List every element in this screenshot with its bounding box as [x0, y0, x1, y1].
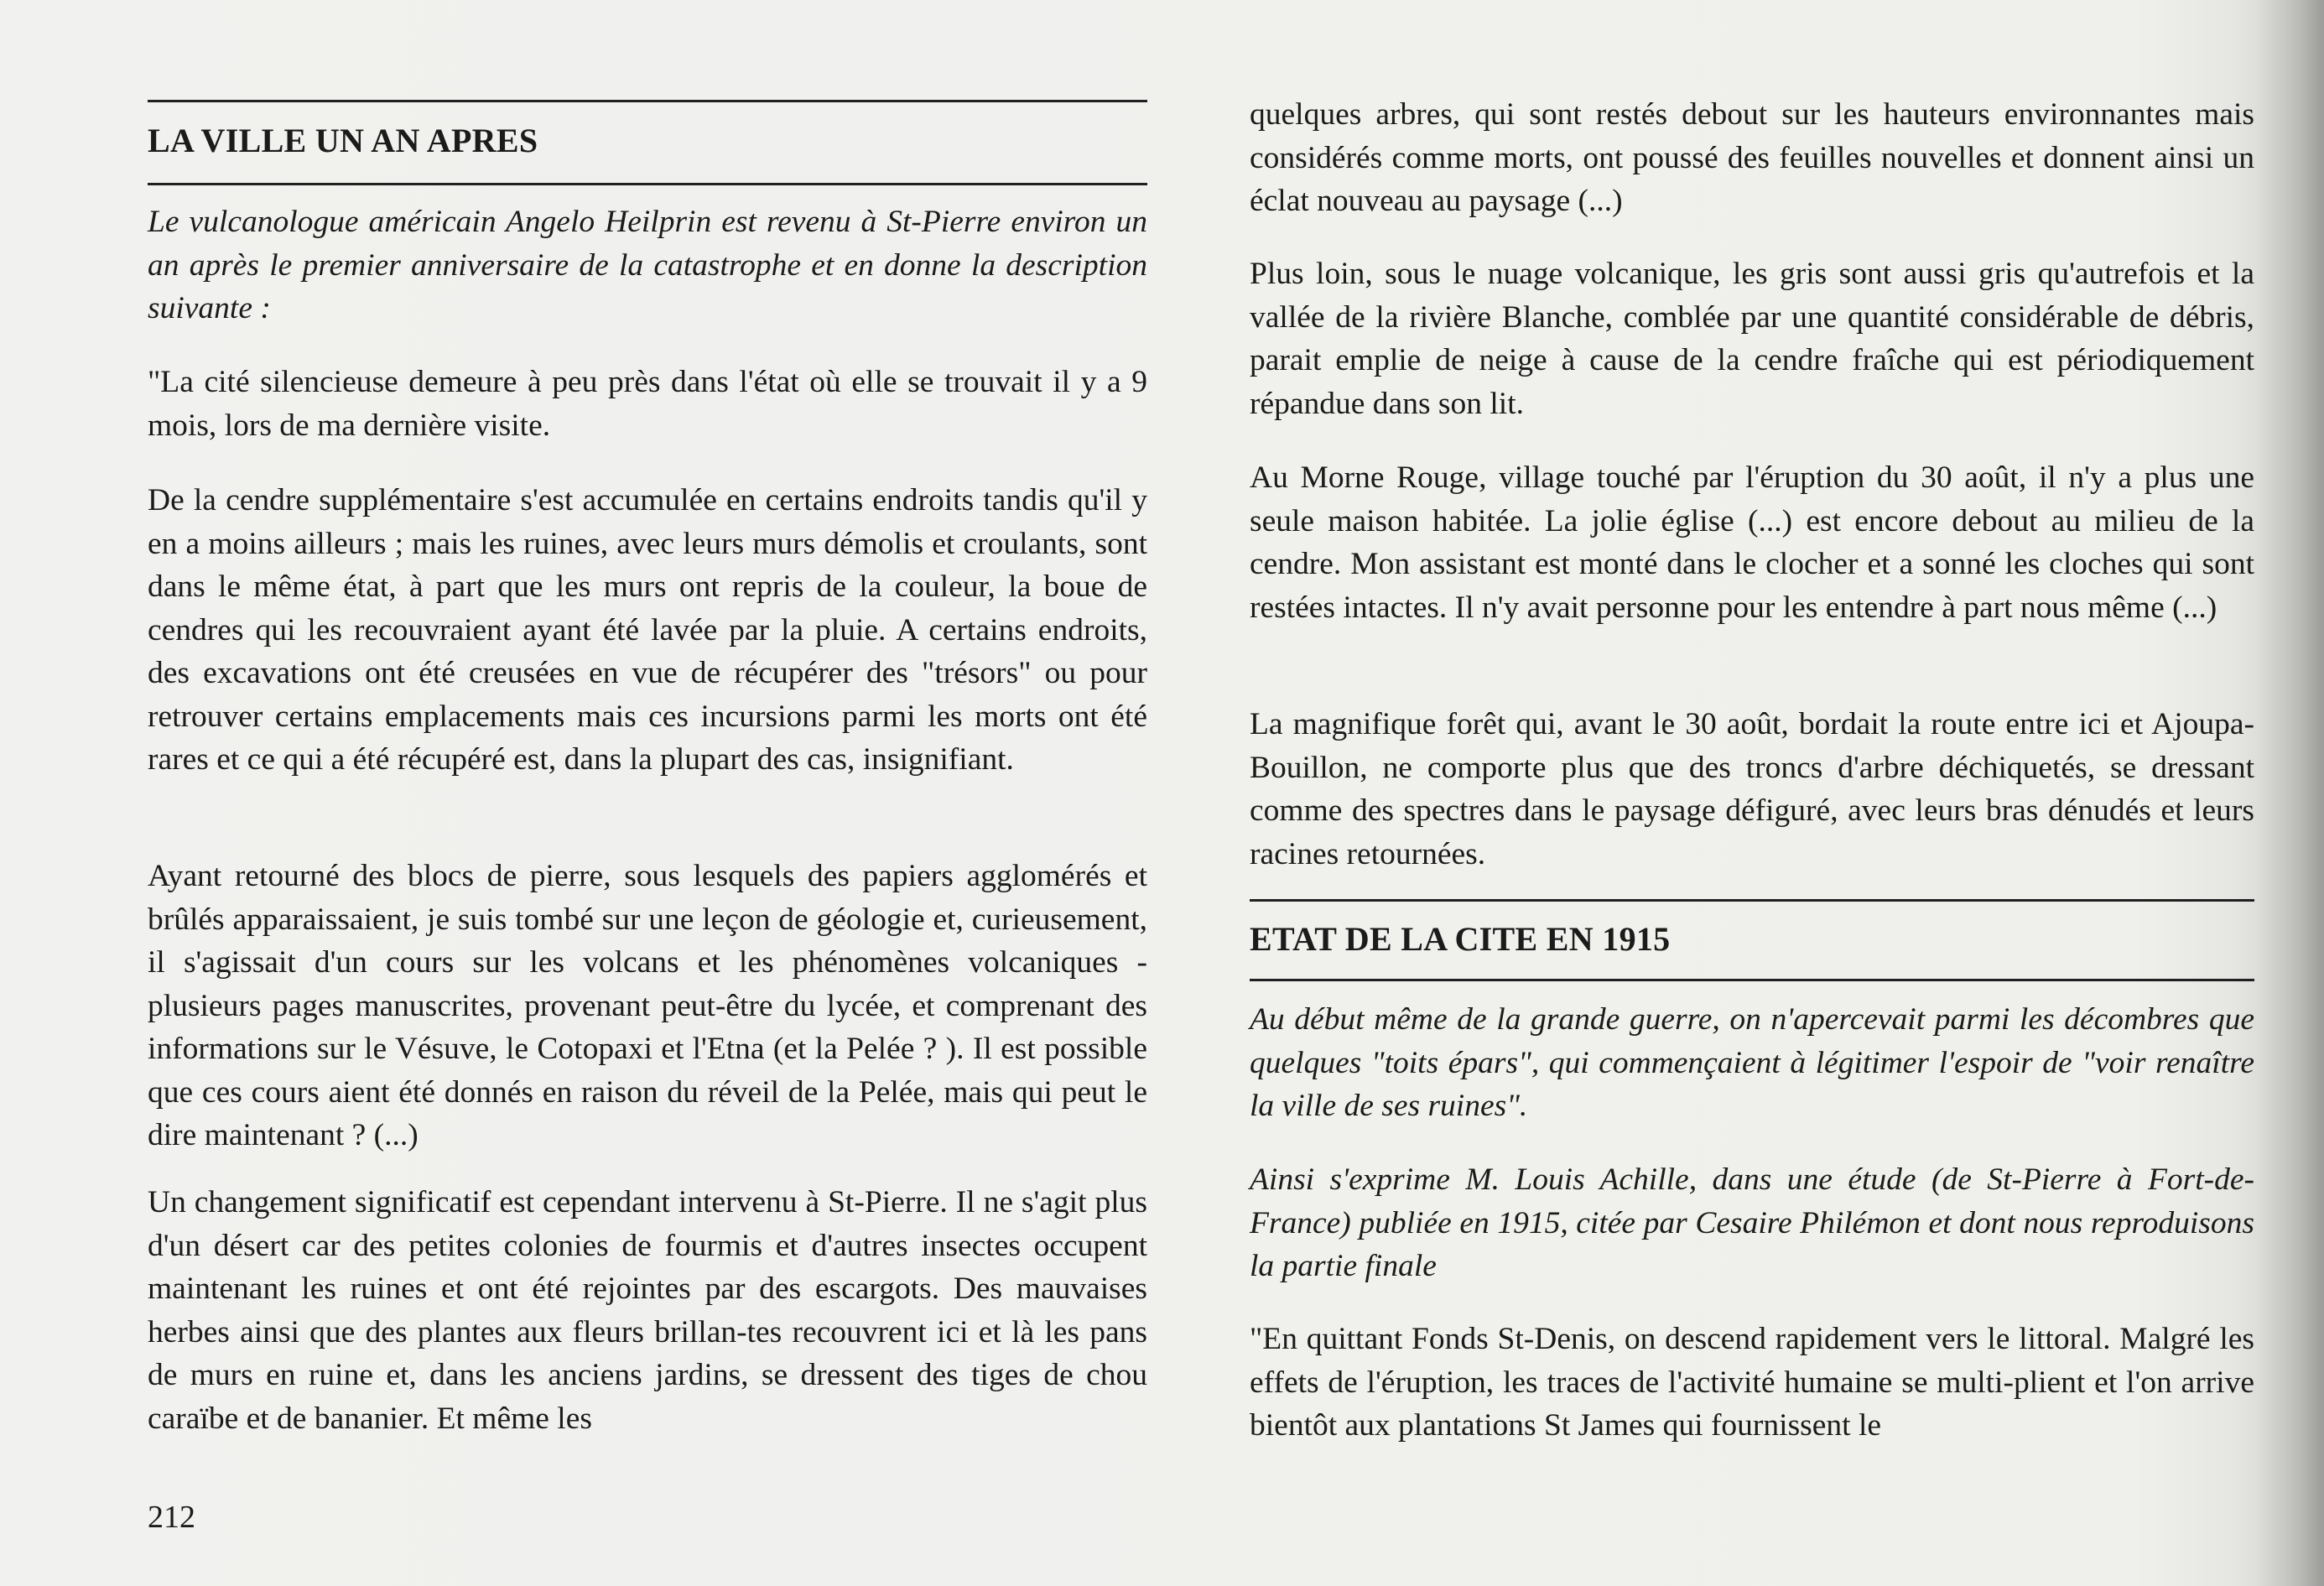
paragraph-4: Un changement significatif est cependant intervenu à St-Pierre. Il ne s'agit plus d'un désert car des petites colonies de fourmis et d'autres insectes occupent maintenant les ruines et ont été rejointes par des escargots. Des mauvaises herbes ainsi que des plantes aux fleurs brillan-tes recouvrent ici et là les pans de murs en ruine et, dans les anciens jardins, se dressent des tiges de chou caraïbe et de bananier. Et même les	[148, 1185, 1147, 1436]
final-paragraph: "En quittant Fonds St-Denis, on descend rapidement vers le littoral. Malgré les effets de l'éruption, les traces de l'activité humaine se multi-plient et l'on arrive bientôt aux plantations St James qui fournissent le	[1250, 1322, 2254, 1443]
paragraph-5: quelques arbres, qui sont restés debout sur les hauteurs environnantes mais considérés comme morts, ont poussé des feuilles nouvelles et donnent ainsi un éclat nouveau au paysage (...)	[1250, 97, 2254, 218]
page-edge-shadow	[2257, 0, 2324, 1586]
intro-paragraph: Le vulcanologue américain Angelo Heilprin est revenu à St-Pierre environ un an après le premier anniversaire de la catastrophe et en donne la description suivante :	[148, 205, 1147, 325]
italic-paragraph-1: Au début même de la grande guerre, on n'apercevait parmi les décombres que quelques "toits épars", qui commençaient à légitimer l'espoir de "voir renaître la ville de ses ruines".	[1250, 1002, 2254, 1123]
section-rule-bottom-2	[1250, 979, 2254, 981]
page-number: 212	[148, 1500, 195, 1535]
paragraph-2: De la cendre supplémentaire s'est accumulée en certains endroits tandis qu'il y en a moins ailleurs ; mais les ruines, avec leurs murs démolis et croulants, sont dans le même état, à part que les murs ont repris de la couleur, la boue de cendres qui les recouvraient ayant été lavée par la pluie. A certains endroits, des excavations ont été creusées en vue de récupérer des "trésors" ou pour retrouver certains emplacements mais ces incursions parmi les morts ont été rares et ce qui a été récupéré est, dans la plupart des cas, insignifiant.	[148, 483, 1147, 777]
paragraph-1: "La cité silencieuse demeure à peu près dans l'état où elle se trouvait il y a 9 mois, lors de ma dernière visite.	[148, 365, 1147, 443]
section-title-etat: ETAT DE LA CITE EN 1915	[1250, 920, 1671, 958]
paragraph-6: Plus loin, sous le nuage volcanique, les gris sont aussi gris qu'autrefois et la vallée de la rivière Blanche, comblée par une quantité considérable de débris, parait emplie de neige à cause de la cendre fraîche qui est périodiquement répandue dans son lit.	[1250, 257, 2254, 421]
paragraph-7: Au Morne Rouge, village touché par l'éruption du 30 août, il n'y a plus une seule maison habitée. La jolie église (...) est encore debout au milieu de la cendre. Mon assistant est monté dans le clocher et a sonné les cloches qui sont restées intactes. Il n'y avait personne pour les entendre à part nous même (...)	[1250, 460, 2254, 625]
section-rule-top	[148, 100, 1147, 102]
paragraph-3: Ayant retourné des blocs de pierre, sous lesquels des papiers agglomérés et brûlés apparaissaient, je suis tombé sur une leçon de géologie et, curieusement, il s'agissait d'un cours sur les volcans et les phénomènes volcaniques - plusieurs pages manuscrites, provenant peut-être du lycée, et comprenant des informations sur le Vésuve, le Cotopaxi et l'Etna (et la Pelée ? ). Il est possible que ces cours aient été donnés en raison du réveil de la Pelée, mais qui peut le dire maintenant ? (...)	[148, 859, 1147, 1152]
italic-paragraph-2: Ainsi s'exprime M. Louis Achille, dans une étude (de St-Pierre à Fort-de-France) publiée en 1915, citée par Cesaire Philémon et dont nous reproduisons la partie finale	[1250, 1162, 2254, 1283]
section-rule-top-2	[1250, 899, 2254, 902]
paragraph-8: La magnifique forêt qui, avant le 30 août, bordait la route entre ici et Ajoupa-Bouillon, ne comporte plus que des troncs d'arbre déchiquetés, se dressant comme des spectres dans le paysage défiguré, avec leurs bras dénudés et leurs racines retournées.	[1250, 707, 2254, 871]
section-rule-bottom	[148, 183, 1147, 185]
section-title-ville: LA VILLE UN AN APRES	[148, 122, 538, 159]
